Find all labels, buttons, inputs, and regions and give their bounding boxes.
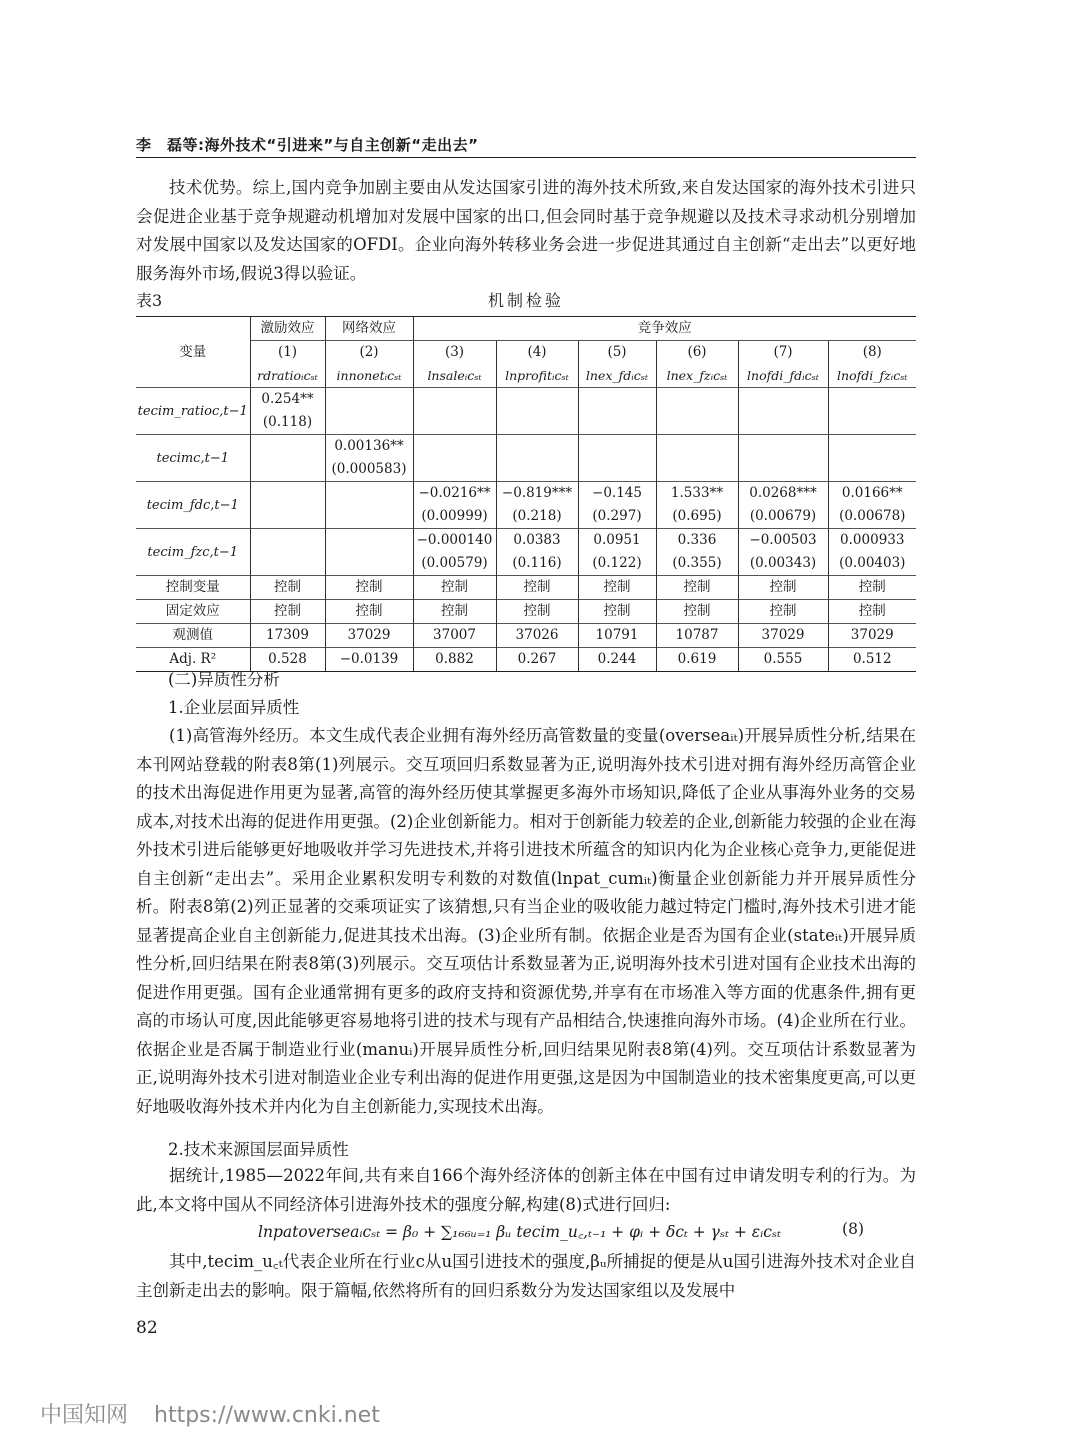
obs-cell: 37029 — [325, 624, 413, 648]
page-number: 82 — [136, 1318, 158, 1338]
obs-cell: 10787 — [656, 624, 738, 648]
coef-cell: 0.0166** — [828, 482, 916, 506]
control-cell: 控制 — [578, 576, 656, 600]
adj-cell: −0.0139 — [325, 648, 413, 672]
paragraph-firm-heterogeneity: (1)高管海外经历。本文生成代表企业拥有海外经历高管数量的变量(overseaᵢₜ)开展异质性分析,结果在本刊网站登载的附表8第(1)列展示。交互项回归系数显著为正,说明海外技术引进对拥有海外经历高管企业的技术出海促进作用更为显著,高管的海外经历使其掌握更多海外市场知识,降低了企业从事海外业务的交易成本,对技术出海的促进作用更强。(2)企业创新能力。相对于创新能力较差的企业,创新能力较强的企业在海外技术引进后能够更好地吸收并学习先进技术,并将引进技术所蕴含的知识内化为企业核心竞争力,更能促进自主创新“走出去”。采用企业累积发明专利数的对数值(lnpat_cumᵢₜ)衡量企业创新能力并开展异质性分析。附表8第(2)列正显著的交乘项证实了该猜想,只有当企业的吸收能力越过特定门槛时,海外技术引进才能显著提高企业自主创新能力,促进其技术出海。(3)企业所有制。依据企业是否为国有企业(stateᵢₜ)开展异质性分析,回归结果在附表8第(3)列展示。交互项估计系数显著为正,说明海外技术引进对国有企业技术出海的促进作用更强。国有企业通常拥有更多的政府支持和资源优势,并享有在市场准入等方面的优惠条件,拥有更高的市场认可度,因此能够更容易地将引进的技术与现有产品相结合,快速推向海外市场。(4)企业所在行业。依据企业是否属于制造业行业(manuᵢ)开展异质性分析,回归结果见附表8第(4)列。交互项估计系数显著为正,说明海外技术引进对制造业企业专利出海的促进作用更强,这是因为中国制造业的技术密集度更高,可以更好地吸收海外技术并内化为自主创新能力,实现技术出海。 — [136, 726, 916, 1116]
table-row-fixed — [136, 600, 916, 624]
col-var: lnprofitᵢcₛₜ — [496, 364, 578, 388]
table-row — [136, 552, 916, 576]
obs-label: 观测值 — [136, 624, 250, 648]
col-var: lnofdi_fdᵢcₛₜ — [738, 364, 828, 388]
coef-cell: −0.00503 — [738, 529, 828, 553]
row-var-tecim-fd: tecim_fdc,t−1 — [136, 482, 250, 529]
coef-cell: −0.145 — [578, 482, 656, 506]
control-cell: 控制 — [656, 600, 738, 624]
coef-cell: 0.336 — [656, 529, 738, 553]
section-heading: (二)异质性分析 — [168, 670, 280, 689]
equation-8 — [136, 1218, 916, 1246]
se-cell: (0.00403) — [828, 552, 916, 576]
table-row — [136, 435, 916, 459]
watermark-footer — [40, 1398, 380, 1429]
col-num: (8) — [828, 341, 916, 365]
control-cell: 控制 — [656, 576, 738, 600]
table-row-obs — [136, 624, 916, 648]
fixed-label: 固定效应 — [136, 600, 250, 624]
obs-cell: 10791 — [578, 624, 656, 648]
control-cell: 控制 — [496, 576, 578, 600]
group-incentive: 激励效应 — [250, 317, 325, 341]
obs-cell: 17309 — [250, 624, 325, 648]
col-var: lnex_fdᵢcₛₜ — [578, 364, 656, 388]
control-cell: 控制 — [738, 600, 828, 624]
control-cell: 控制 — [413, 576, 496, 600]
row-var-tecim-fz: tecim_fzc,t−1 — [136, 529, 250, 576]
table-row — [136, 458, 916, 482]
se-cell: (0.00579) — [413, 552, 496, 576]
control-cell: 控制 — [578, 600, 656, 624]
row-var-tecim-ratio: tecim_ratioc,t−1 — [136, 388, 250, 435]
se-cell: (0.116) — [496, 552, 578, 576]
adj-cell: 0.512 — [828, 648, 916, 672]
se-cell: (0.297) — [578, 505, 656, 529]
paragraph-statistics: 据统计,1985—2022年间,共有来自166个海外经济体的创新主体在中国有过申请发明专利的行为。为此,本文将中国从不同经济体引进海外技术的强度分解,构建(8)式进行回归: — [136, 1166, 916, 1214]
control-cell: 控制 — [325, 576, 413, 600]
se-cell: (0.00999) — [413, 505, 496, 529]
col-num: (5) — [578, 341, 656, 365]
header-row-colvars — [136, 364, 916, 388]
control-cell: 控制 — [250, 600, 325, 624]
site-url: https://www.cnki.net — [154, 1403, 380, 1428]
table-row-controls — [136, 576, 916, 600]
table-row — [136, 529, 916, 553]
coef-cell: 0.0951 — [578, 529, 656, 553]
control-cell: 控制 — [413, 600, 496, 624]
col-num: (1) — [250, 341, 325, 365]
header-rule — [136, 157, 916, 158]
coef-cell: 1.533** — [656, 482, 738, 506]
coef-cell: 0.254** — [250, 388, 325, 412]
equation-expression: lnpatoverseaᵢcₛₜ = β₀ + ∑₁₆₆ᵤ₌₁ βᵤ tecim_u꜀,ₜ₋₁ + φᵢ + δcₜ + γₛₜ + εᵢcₛₜ — [258, 1223, 781, 1241]
adj-cell: 0.267 — [496, 648, 578, 672]
table-number: 表3 — [136, 291, 163, 310]
adj-cell: 0.619 — [656, 648, 738, 672]
paragraph-hypothesis-3: 技术优势。综上,国内竞争加剧主要由从发达国家引进的海外技术所致,来自发达国家的海外技术引进只会促进企业基于竞争规避动机增加对发展中国家的出口,但会同时基于竞争规避以及技术寻求动机分别增加对发展中国家以及发达国家的OFDI。企业向海外转移业务会进一步促进其通过自主创新“走出去”以更好地服务海外市场,假说3得以验证。 — [136, 178, 916, 283]
col-num: (6) — [656, 341, 738, 365]
coef-cell: 0.000933 — [828, 529, 916, 553]
col-var: innonetᵢcₛₜ — [325, 364, 413, 388]
subsection-heading: 1.企业层面异质性 — [168, 698, 300, 717]
control-cell: 控制 — [738, 576, 828, 600]
coef-cell: −0.000140 — [413, 529, 496, 553]
header-row-groups — [136, 317, 916, 341]
se-cell: (0.218) — [496, 505, 578, 529]
coef-cell: 0.0383 — [496, 529, 578, 553]
se-cell: (0.00679) — [738, 505, 828, 529]
adj-cell: 0.555 — [738, 648, 828, 672]
col-var: lnsaleᵢcₛₜ — [413, 364, 496, 388]
table-caption — [136, 288, 916, 312]
controls-label: 控制变量 — [136, 576, 250, 600]
se-cell: (0.118) — [250, 411, 325, 435]
mechanism-table — [136, 316, 916, 672]
paragraph-explanation: 其中,tecim_u꜀ₜ代表企业所在行业c从u国引进技术的强度,βᵤ所捕捉的便是从u国引进海外技术对企业自主创新走出去的影响。限于篇幅,依然将所有的回归系数分为发达国家组以及发展中 — [136, 1252, 916, 1300]
adj-cell: 0.528 — [250, 648, 325, 672]
adj-label: Adj. R² — [136, 648, 250, 672]
col-num: (3) — [413, 341, 496, 365]
table-row — [136, 505, 916, 529]
col-num: (2) — [325, 341, 413, 365]
col-var: lnex_fzᵢcₛₜ — [656, 364, 738, 388]
control-cell: 控制 — [496, 600, 578, 624]
table-row — [136, 388, 916, 412]
obs-cell: 37029 — [738, 624, 828, 648]
group-competition: 竞争效应 — [413, 317, 916, 341]
control-cell: 控制 — [325, 600, 413, 624]
table-row — [136, 482, 916, 506]
obs-cell: 37026 — [496, 624, 578, 648]
col-num: (4) — [496, 341, 578, 365]
se-cell: (0.00343) — [738, 552, 828, 576]
coef-cell: 0.0268*** — [738, 482, 828, 506]
adj-cell: 0.882 — [413, 648, 496, 672]
header-row-colnums — [136, 341, 916, 365]
se-cell: (0.00678) — [828, 505, 916, 529]
running-header: 李 磊等:海外技术“引进来”与自主创新“走出去” — [136, 136, 479, 154]
obs-cell: 37029 — [828, 624, 916, 648]
var-header: 变量 — [136, 317, 250, 388]
control-cell: 控制 — [828, 600, 916, 624]
col-var: lnofdi_fzᵢcₛₜ — [828, 364, 916, 388]
coef-cell: −0.0216** — [413, 482, 496, 506]
col-num: (7) — [738, 341, 828, 365]
col-var: rdratioᵢcₛₜ — [250, 364, 325, 388]
se-cell: (0.355) — [656, 552, 738, 576]
obs-cell: 37007 — [413, 624, 496, 648]
coef-cell: −0.819*** — [496, 482, 578, 506]
adj-cell: 0.244 — [578, 648, 656, 672]
control-cell: 控制 — [828, 576, 916, 600]
brand-text: 中国知网 — [40, 1403, 129, 1428]
coef-cell: 0.00136** — [325, 435, 413, 459]
se-cell: (0.000583) — [325, 458, 413, 482]
table-title: 机制检验 — [487, 291, 564, 310]
subsection-heading: 2.技术来源国层面异质性 — [168, 1140, 349, 1159]
table-row — [136, 411, 916, 435]
group-network: 网络效应 — [325, 317, 413, 341]
se-cell: (0.695) — [656, 505, 738, 529]
row-var-tecim: tecimc,t−1 — [136, 435, 250, 482]
equation-number: (8) — [842, 1220, 864, 1238]
se-cell: (0.122) — [578, 552, 656, 576]
control-cell: 控制 — [250, 576, 325, 600]
